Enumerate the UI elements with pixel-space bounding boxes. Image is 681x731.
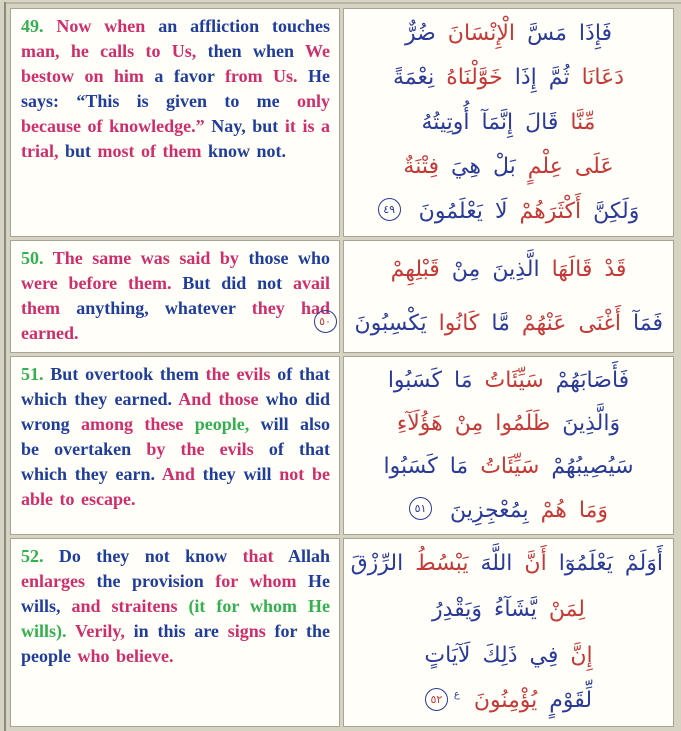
english-text-segment: But overtook them [50, 364, 199, 384]
arabic-cell-verse-50 [319, 240, 674, 353]
arabic-word: لِّقَوْمٍ [549, 688, 593, 714]
arabic-word: قَالَ [525, 109, 559, 135]
arabic-word: سَيِّئَاتُ [484, 367, 544, 393]
arabic-word: لَا [494, 198, 508, 224]
arabic-line [319, 310, 663, 338]
english-text-segment: He says: “This is given to me [21, 66, 330, 111]
arabic-word: وَلَكِنَّ [593, 198, 640, 224]
arabic-line [354, 256, 663, 284]
english-text-segment: Now when [56, 16, 146, 36]
english-text-segment: the provision [96, 571, 204, 591]
english-text-segment: He wills, [21, 571, 330, 616]
arabic-word: مَا [449, 454, 469, 480]
arabic-word: الرِّزْقَ [350, 551, 404, 577]
arabic-word: كَسَبُوا [387, 367, 443, 393]
arabic-word: إِذَا [514, 65, 537, 91]
arabic-word: أَنَّ [524, 551, 547, 577]
english-text-segment: We bestow on him [21, 41, 330, 86]
verse-number: 52. [21, 546, 44, 566]
arabic-word: وَالَّذِينَ [562, 411, 621, 437]
english-text-segment: enlarges [21, 571, 85, 591]
arabic-line [354, 64, 663, 92]
english-text-segment: anything, whatever [76, 298, 236, 318]
english-text-segment: Do they not know [58, 546, 228, 566]
arabic-word: سَيُصِيبُهُمْ [551, 454, 634, 480]
arabic-word: سَيِّئَاتُ [480, 454, 540, 480]
english-text-segment: of that which they earn. [21, 439, 331, 484]
english-text-segment: not be able to escape. [21, 464, 331, 509]
arabic-word: فِي [529, 642, 559, 668]
window-left-edge [4, 2, 6, 731]
english-cell-verse-49 [10, 8, 340, 237]
arabic-line [354, 367, 663, 395]
arabic-word: فَأَصَابَهُمْ [555, 367, 630, 393]
arabic-word: مَا [454, 367, 473, 393]
arabic-word: مِّنَّا [570, 109, 596, 135]
arabic-word: يُؤْمِنُونَ [473, 688, 538, 714]
arabic-word: فِتْنَةٌ [403, 154, 440, 180]
verse-number: 49. [21, 16, 44, 36]
arabic-word: بَلْ [492, 154, 516, 180]
arabic-word: قَبْلِهِمْ [390, 257, 440, 282]
verse-end-marker: ٥١ [409, 497, 432, 520]
english-text-segment: were before them. [21, 273, 172, 293]
english-text-segment: for the people [21, 621, 330, 666]
arabic-cell-verse-51 [343, 356, 674, 535]
window-top-edge [4, 2, 681, 4]
arabic-word: ثُمَّ [548, 65, 570, 91]
arabic-word: دَعَانَا [581, 65, 625, 91]
english-text-segment: those who [248, 248, 330, 268]
english-text-segment: they had earned. [21, 298, 330, 343]
english-cell-verse-52 [10, 538, 340, 727]
arabic-word: نِعْمَةً [392, 65, 435, 91]
english-text-segment: will also be overtaken [21, 414, 331, 459]
arabic-word: فَإِذَا [578, 20, 613, 46]
arabic-word: إِنَّ [570, 642, 593, 668]
english-cell-verse-50 [10, 240, 340, 353]
arabic-cell-verse-49 [343, 8, 674, 237]
arabic-cell-verse-52 [343, 538, 674, 727]
arabic-line [354, 198, 663, 226]
english-text-segment: most of them [97, 141, 202, 161]
arabic-word: الْإِنْسَانَ [447, 20, 516, 46]
english-text-segment: a favor [154, 66, 215, 86]
arabic-word: اللَّهَ [480, 551, 513, 577]
arabic-word: كَانُوا [438, 310, 480, 336]
verse-number: 51. [21, 364, 44, 384]
english-text-segment: but [65, 141, 92, 161]
arabic-word: مَّا [491, 310, 510, 336]
arabic-word: مِنْ [454, 411, 484, 437]
arabic-word: يَّشَآءُ [494, 596, 537, 622]
arabic-word: ظَلَمُوا [495, 411, 551, 437]
english-text-segment: The same was said by [52, 248, 239, 268]
arabic-word: لِمَنْ [548, 596, 586, 622]
english-text-segment: (it for whom He wills). [21, 596, 330, 641]
verse-end-marker: ٤٩ [378, 198, 401, 221]
english-text-segment: it is a trial, [21, 116, 331, 161]
verse-number: 50. [21, 248, 44, 268]
english-text-segment: for whom [215, 571, 297, 591]
arabic-word: قَالَهَا [551, 257, 593, 282]
arabic-line [354, 153, 663, 181]
arabic-word: فَمَآ [633, 310, 663, 336]
arabic-line [354, 687, 663, 715]
arabic-word: ضُرٌّ [404, 20, 436, 46]
arabic-word: هَؤُلَآءِ [396, 411, 443, 437]
english-text-segment: know not. [208, 141, 287, 161]
arabic-line [354, 109, 663, 137]
english-text-segment: avail them [21, 273, 330, 318]
arabic-word: يَعْلَمُوٓا [558, 551, 613, 577]
arabic-word: وَمَا [578, 497, 609, 523]
arabic-word: مَسَّ [527, 20, 567, 46]
arabic-word: بِمُعْجِزِينَ [449, 497, 529, 523]
arabic-word: قَدْ [604, 257, 627, 282]
arabic-word: هِيَ [451, 154, 481, 180]
arabic-word: خَوَّلْنَاهُ [446, 65, 503, 91]
english-text-segment: Verily, [75, 621, 125, 641]
english-text-segment: in this are [133, 621, 219, 641]
verse-end-marker: ٥٠ [314, 310, 337, 333]
english-text-segment: And those [178, 389, 259, 409]
arabic-word: ذَلِكَ [482, 642, 518, 668]
arabic-word: إِنَّمَآ [481, 109, 514, 135]
arabic-word: عَنْهُمْ [521, 310, 567, 336]
arabic-word: مِنْ [451, 257, 481, 282]
quran-table [10, 8, 674, 727]
arabic-word: الَّذِينَ [492, 257, 540, 282]
english-text-segment: Nay, but [211, 116, 279, 136]
verse-end-marker: ٥٢ [425, 688, 448, 711]
english-text-segment: they will [202, 464, 272, 484]
arabic-word: يَكْسِبُونَ [354, 310, 427, 336]
english-text-segment: and straitens [71, 596, 178, 616]
arabic-line [354, 20, 663, 48]
english-text-segment: But did not [182, 273, 283, 293]
english-text-segment: among these [81, 414, 184, 434]
english-text-segment: Allah [287, 546, 330, 566]
arabic-word: عِلْمٍ [527, 154, 563, 180]
arabic-line [354, 642, 663, 670]
english-text-segment: of that which they earned. [21, 364, 331, 409]
english-text-segment: man, he calls to Us, [21, 41, 197, 61]
english-text-segment: an affliction touches [158, 16, 331, 36]
ruku-mark: ع [453, 689, 460, 701]
arabic-line [354, 453, 663, 481]
english-text-segment: by the evils [146, 439, 254, 459]
arabic-line [350, 550, 663, 578]
arabic-word: وَيَقْدِرُ [431, 596, 483, 622]
english-text-segment: then when [207, 41, 294, 61]
english-text-segment: the evils [205, 364, 271, 384]
english-text-segment: who believe. [77, 646, 174, 666]
arabic-word: أُوتِيتُهُ [421, 109, 470, 135]
english-text-segment: people, [194, 414, 250, 434]
arabic-line [354, 410, 663, 438]
arabic-word: لَآيَاتٍ [424, 642, 471, 668]
arabic-word: يَعْلَمُونَ [418, 198, 483, 224]
english-text-segment: from Us. [224, 66, 298, 86]
english-text-segment: And [161, 464, 195, 484]
arabic-word: أَغْنَى [578, 310, 622, 336]
english-text-segment: only because of knowledge.” [21, 91, 330, 136]
english-cell-verse-51 [10, 356, 340, 535]
arabic-word: يَبْسُطُ [415, 551, 469, 577]
arabic-word: عَلَى [574, 154, 614, 180]
arabic-line [354, 497, 663, 525]
arabic-line [354, 596, 663, 624]
arabic-word: أَوَلَمْ [624, 551, 663, 577]
arabic-word: كَسَبُوا [383, 454, 438, 480]
english-text-segment: who did wrong [21, 389, 330, 434]
arabic-word: أَكْثَرَهُمْ [519, 198, 582, 224]
english-text-segment: signs [227, 621, 266, 641]
english-text-segment: that [242, 546, 274, 566]
arabic-word: هُمْ [540, 497, 567, 523]
